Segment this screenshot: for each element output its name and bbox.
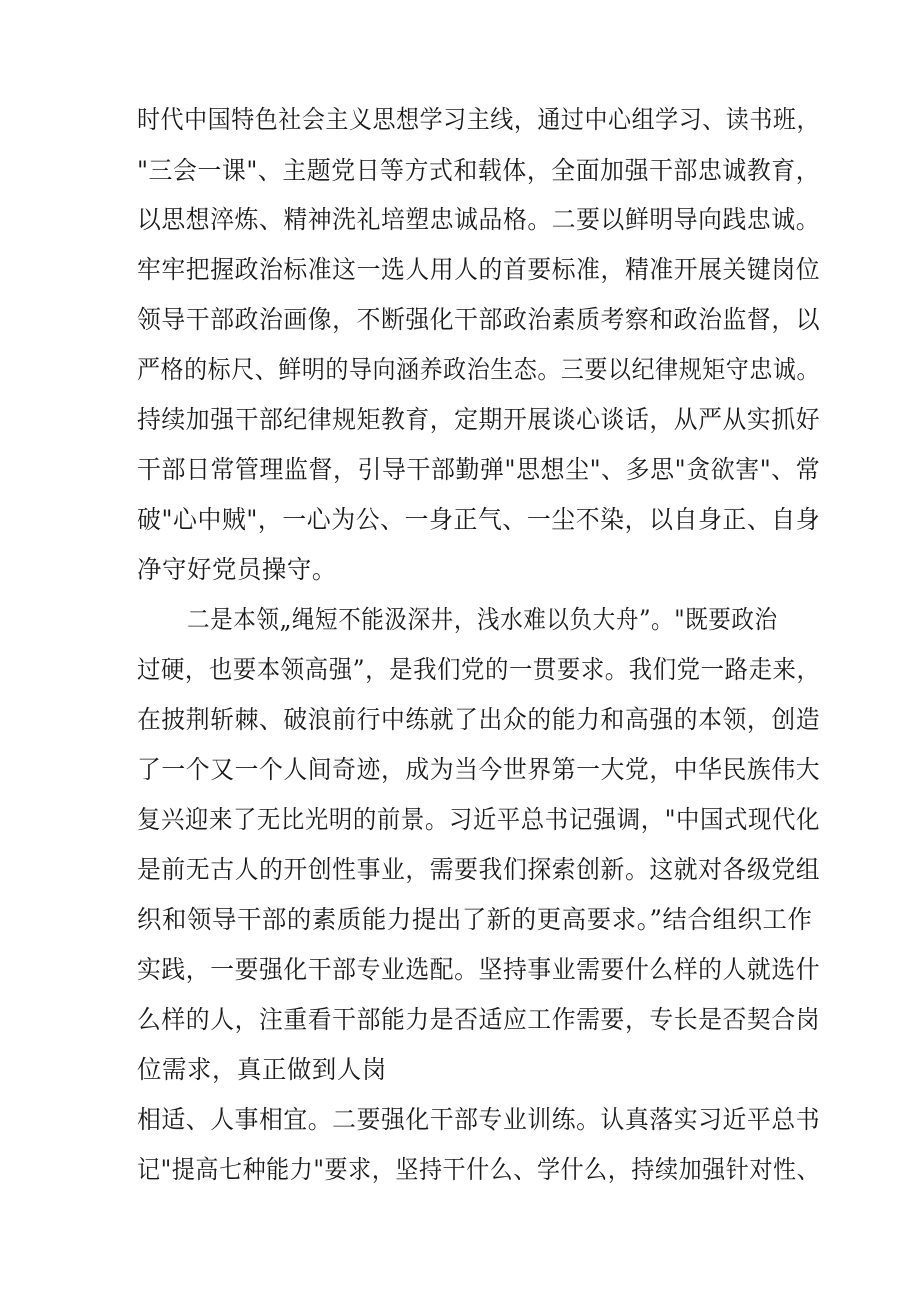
- text-line: 复兴迎来了无比光明的前景。习近平总书记强调，"中国式现代化: [137, 805, 820, 834]
- text-line: 位需求，真正做到人岗: [137, 1055, 387, 1084]
- text-line: 在披荆斩棘、破浪前行中练就了出众的能力和高强的本领，创造: [137, 705, 821, 734]
- text-line: 净守好党员操守。: [137, 555, 337, 584]
- text-line: 么样的人，注重看干部能力是否适应工作需要，专长是否契合岗: [137, 1005, 821, 1034]
- text-line: 干部日常管理监督，引导干部勤弹"思想尘"、多思"贪欲害"、常: [137, 455, 821, 484]
- text-line: 过硬，也要本领高强”，是我们党的一贯要求。我们党一路走来，: [137, 655, 821, 684]
- text-line: 了一个又一个人间奇迹，成为当今世界第一大党，中华民族伟大: [137, 755, 821, 784]
- text-line: 领导干部政治画像，不断强化干部政治素质考察和政治监督，以: [137, 305, 821, 334]
- text-line: 织和领导干部的素质能力提出了新的更高要求。”结合组织工作: [137, 905, 813, 934]
- text-line: 严格的标尺、鲜明的导向涵养政治生态。三要以纪律规矩守忠诚。: [137, 355, 821, 384]
- text-line: 牢牢把握政治标准这一选人用人的首要标准，精准开展关键岗位: [137, 255, 821, 284]
- paragraph-first-line: 二是本领„绳短不能汲深井，浅水难以负大舟”。"既要政治: [187, 605, 778, 634]
- text-line: 时代中国特色社会主义思想学习主线，通过中心组学习、读书班，: [137, 105, 821, 134]
- text-line: 以思想淬炼、精神洗礼培塑忠诚品格。二要以鲜明导向践忠诚。: [137, 205, 821, 234]
- text-line: 记"提高七种能力"要求，坚持干什么、学什么，持续加强针对性、: [137, 1155, 821, 1184]
- text-line: 实践，一要强化干部专业选配。坚持事业需要什么样的人就选什: [137, 955, 821, 984]
- text-line: "三会一课"、主题党日等方式和载体，全面加强干部忠诚教育，: [137, 156, 821, 185]
- text-line: 相适、人事相宜。二要强化干部专业训练。认真落实习近平总书: [137, 1105, 821, 1134]
- text-line: 持续加强干部纪律规矩教育，定期开展谈心谈话，从严从实抓好: [137, 405, 821, 434]
- text-line: 破"心中贼"，一心为公、一身正气、一尘不染，以自身正、自身: [137, 505, 821, 534]
- text-line: 是前无古人的开创性事业，需要我们探索创新。这就对各级党组: [137, 855, 821, 884]
